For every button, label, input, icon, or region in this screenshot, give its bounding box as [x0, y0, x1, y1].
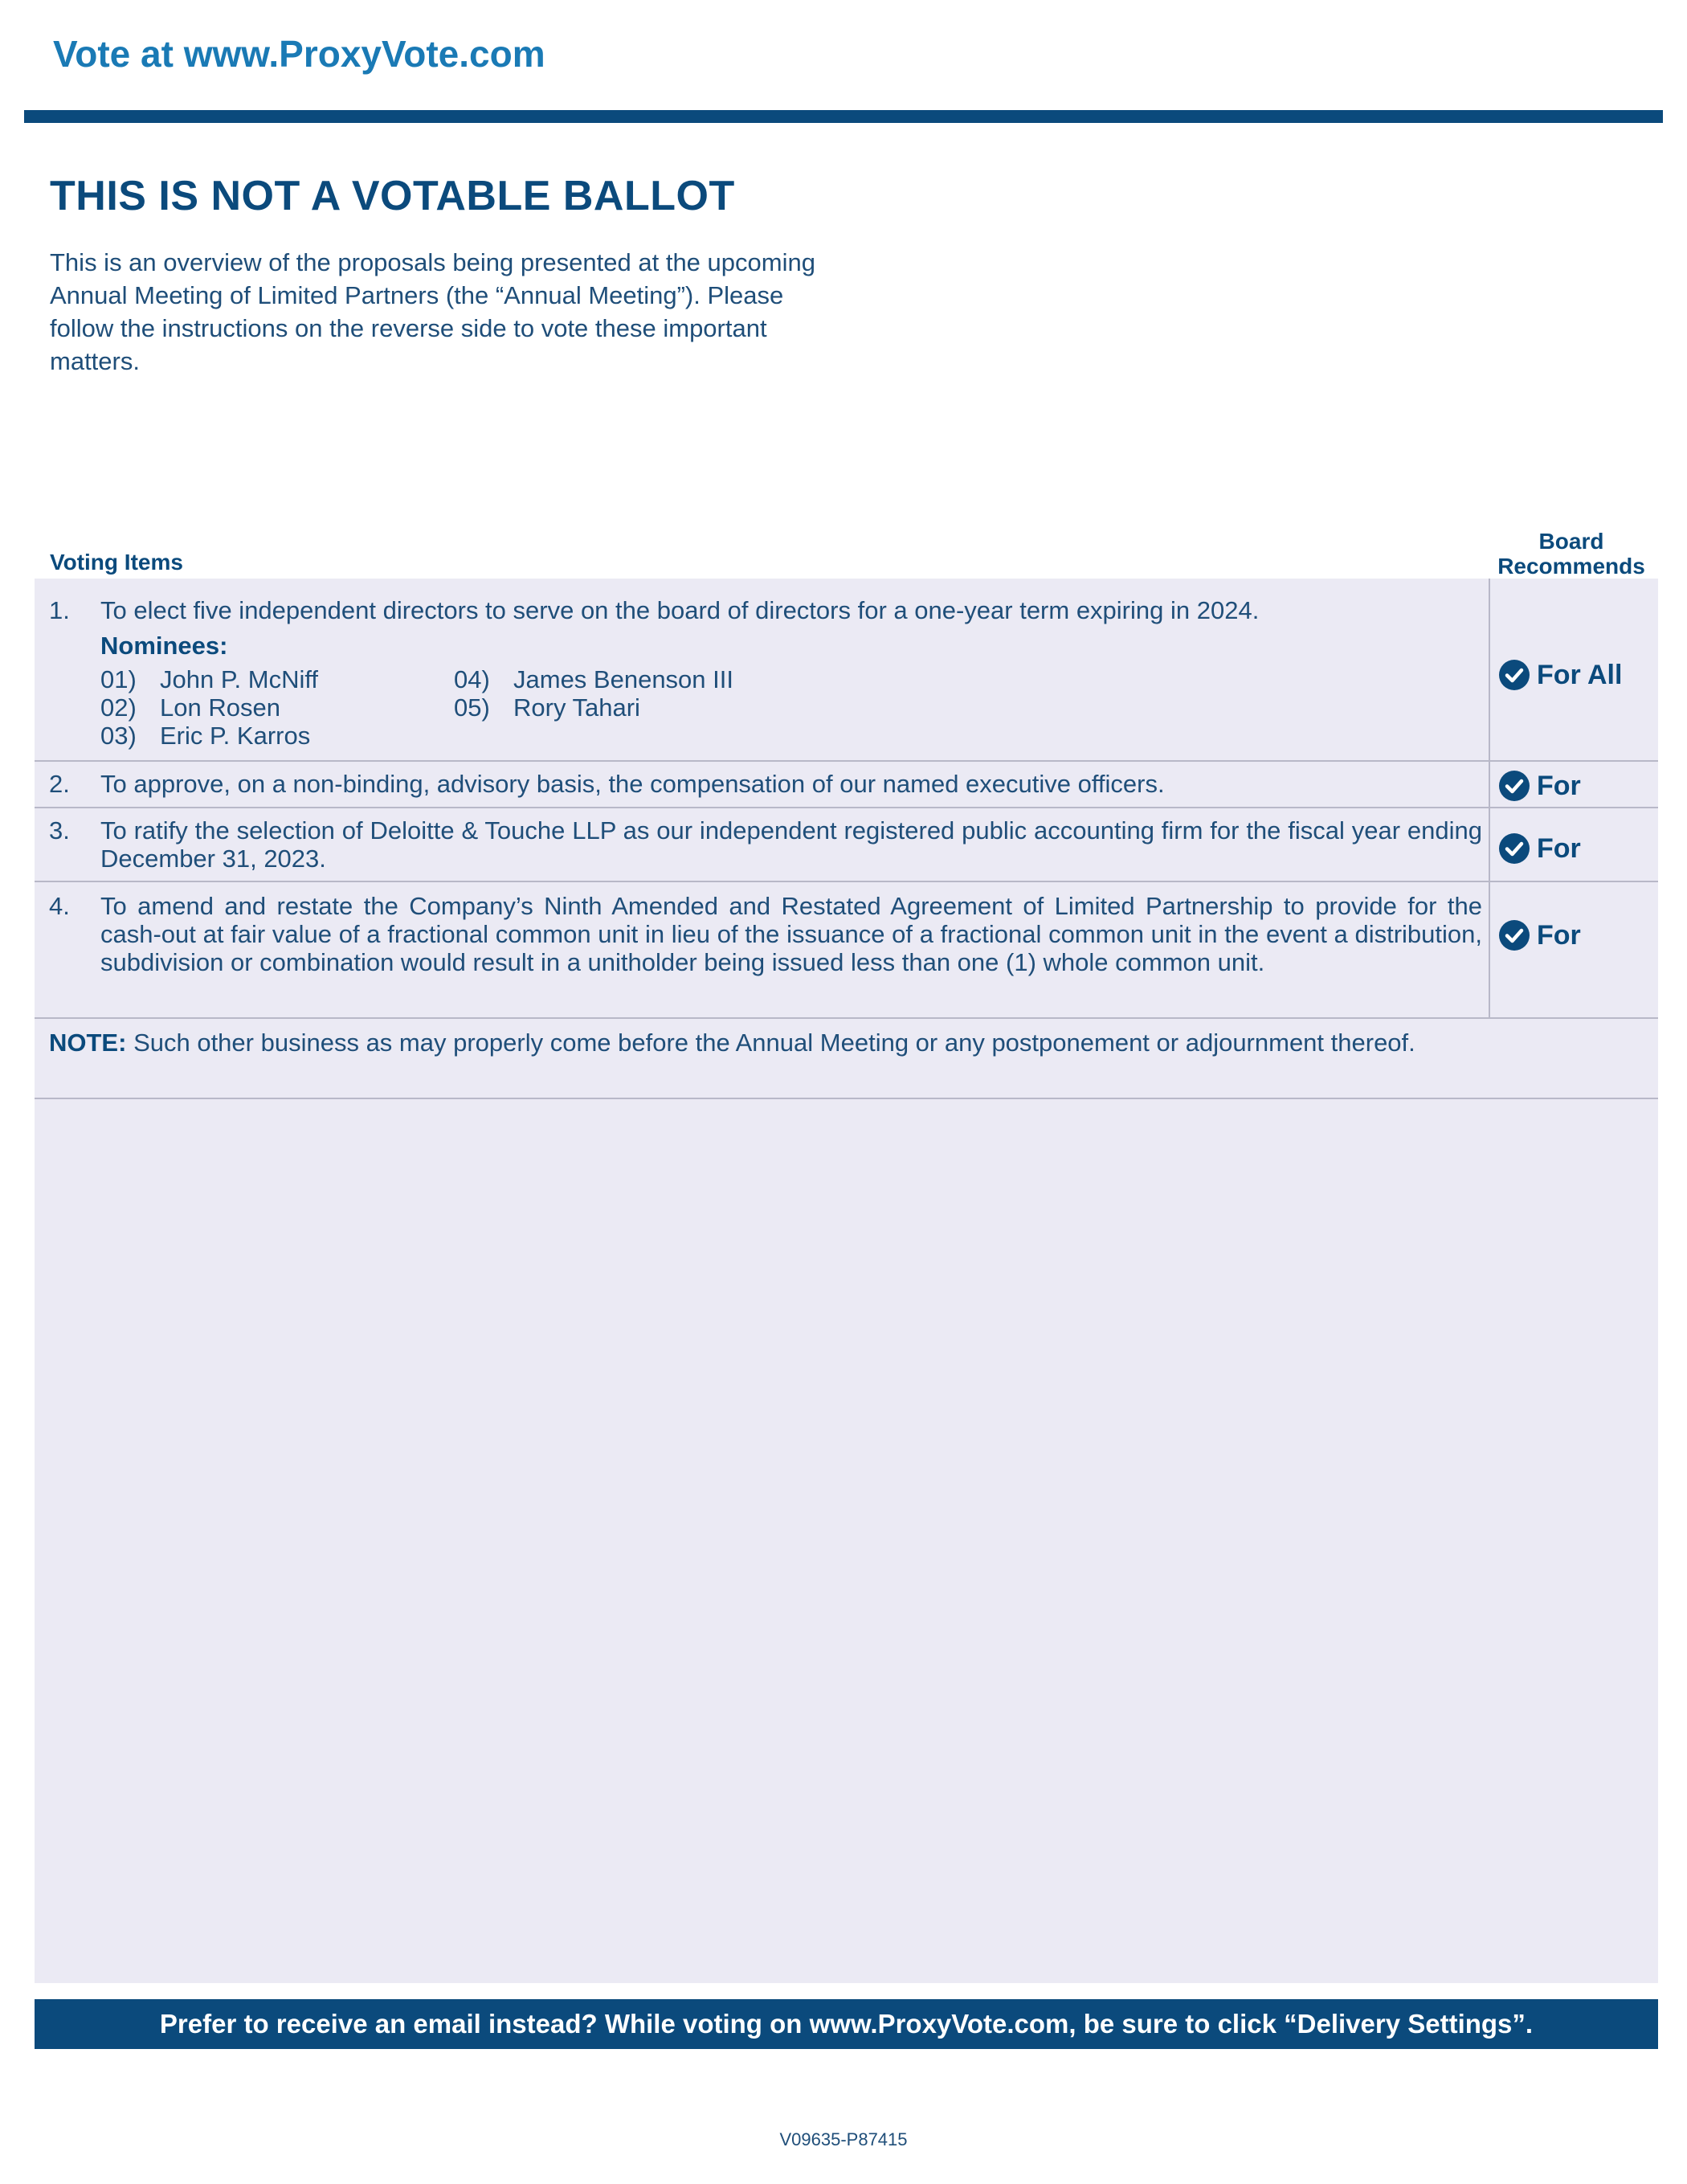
- voting-item-1: [35, 579, 1658, 762]
- intro-paragraph: This is an overview of the proposals being presented at the upcoming Annual Meeting of Limited Partners (the “Annual Meeting”). Please follow the instructions on the reverse side to vote these important matters.: [50, 248, 815, 375]
- check-circle-icon: [1498, 919, 1530, 951]
- note-row: [35, 1019, 1658, 1099]
- recommendation: [1498, 919, 1581, 951]
- column-header-board-line1: Board: [1538, 529, 1604, 554]
- check-circle-icon: [1498, 832, 1530, 865]
- note-body: Such other business as may properly come before the Annual Meeting or any postponement or adjournment thereof.: [133, 1029, 1415, 1057]
- voting-item-1-recommendation-cell: [1490, 579, 1658, 760]
- voting-item-4: [35, 882, 1658, 1019]
- document-code: V09635-P87415: [779, 2129, 908, 2149]
- item-text: To elect five independent directors to serve on the board of directors for a one-year term expiring in 2024.: [100, 596, 1260, 624]
- note-label: NOTE:: [49, 1029, 127, 1057]
- recommendation-label: For: [1537, 919, 1581, 951]
- item-number: 3.: [49, 816, 70, 845]
- voting-item-4-recommendation-cell: [1490, 882, 1658, 1017]
- page-title: THIS IS NOT A VOTABLE BALLOT: [50, 173, 735, 219]
- column-header-board-line2: Recommends: [1497, 554, 1645, 579]
- item-text: To amend and restate the Company’s Ninth Amended and Restated Agreement of Limited Partnership to provide for the cash-out at fair value of a fractional common unit in lieu of the issuance of a fractional common unit in the event a distribution, subdivision or combination would result in a unitholder being issued less than one (1) whole common unit.: [100, 892, 1482, 976]
- voting-item-4-text-cell: [35, 882, 1490, 1017]
- item-text: To ratify the selection of Deloitte & Touche LLP as our independent registered public accounting firm for the fiscal year ending December 31, 2023.: [100, 816, 1482, 873]
- nominee-03: 03) Eric P. Karros: [100, 722, 311, 750]
- nominees-label: Nominees:: [100, 632, 228, 660]
- check-circle-icon: [1498, 770, 1530, 802]
- recommendation-label: For: [1537, 832, 1581, 864]
- note-text: [49, 1029, 1511, 1057]
- delivery-settings-banner: Prefer to receive an email instead? While voting on www.ProxyVote.com, be sure to click “Delivery Settings”.: [35, 1999, 1658, 2049]
- voting-item-3: [35, 808, 1658, 882]
- nominee-05: 05) Rory Tahari: [454, 693, 640, 722]
- voting-item-1-text-cell: [35, 579, 1490, 760]
- voting-item-2: [35, 762, 1658, 808]
- voting-item-2-recommendation-cell: [1490, 762, 1658, 807]
- recommendation-label: For All: [1537, 659, 1623, 690]
- recommendation-label: For: [1537, 770, 1581, 801]
- nominee-02: 02) Lon Rosen: [100, 693, 280, 722]
- nominee-01: 01) John P. McNiff: [100, 665, 319, 693]
- item-number: 1.: [49, 596, 70, 624]
- item-text: To approve, on a non-binding, advisory basis, the compensation of our named executive officers.: [100, 770, 1165, 798]
- item-number: 2.: [49, 770, 70, 798]
- vote-at-heading: Vote at www.ProxyVote.com: [53, 33, 545, 75]
- recommendation: [1498, 770, 1581, 802]
- voting-item-2-text-cell: [35, 762, 1490, 807]
- voting-item-3-text-cell: [35, 808, 1490, 881]
- voting-item-3-recommendation-cell: [1490, 808, 1658, 881]
- check-circle-icon: [1498, 659, 1530, 691]
- top-rule-divider: [24, 110, 1663, 123]
- recommendation: [1498, 832, 1581, 865]
- item-number: 4.: [49, 892, 70, 920]
- recommendation: [1498, 659, 1622, 691]
- nominee-04: 04) James Benenson III: [454, 665, 733, 693]
- column-header-voting-items: Voting Items: [50, 550, 183, 575]
- column-header-board-recommends: [1491, 529, 1652, 579]
